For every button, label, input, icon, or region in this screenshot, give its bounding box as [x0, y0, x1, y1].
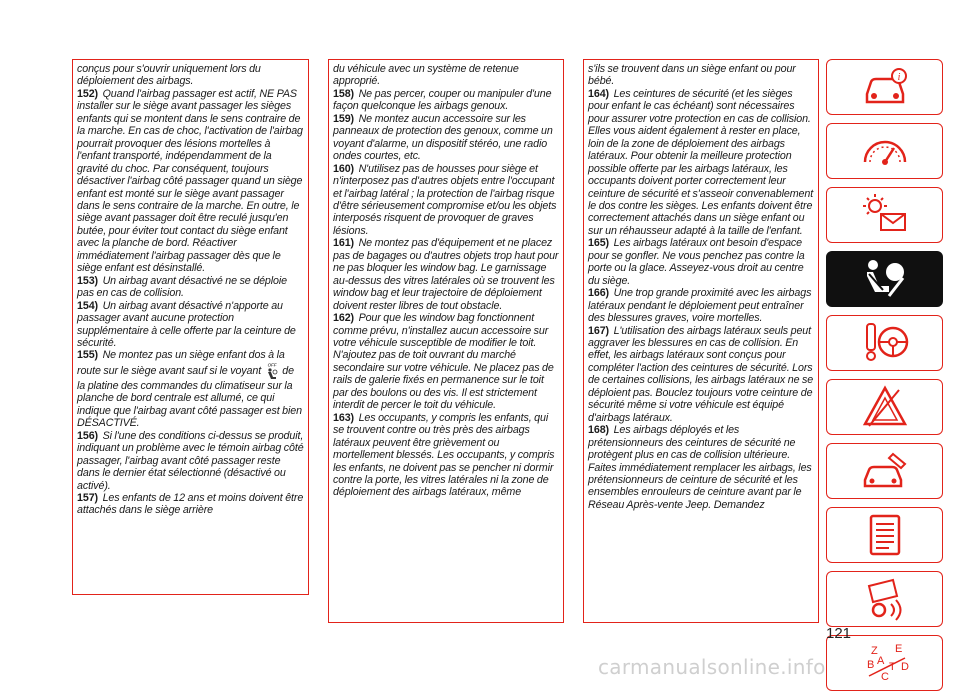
multimedia-icon	[859, 576, 911, 622]
paragraph-text: Ne montez pas un siège enfant dos à la route sur le siège avant sauf si le voyant	[77, 349, 285, 377]
tab-multimedia[interactable]	[826, 571, 943, 627]
warning-triangle-icon	[859, 384, 911, 430]
note-number: 154)	[77, 299, 101, 312]
paragraph	[333, 113, 559, 163]
note-number: 163)	[333, 411, 357, 424]
index-letter: D	[900, 661, 909, 673]
note-number: 156)	[77, 429, 101, 442]
paragraph-text: Un airbag avant désactivé n'apporte au passager avant aucune protection supplémentaire à celle offerte par la ceinture de sécurité.	[77, 299, 296, 349]
tab-emergency[interactable]	[826, 379, 943, 435]
note-number: 167)	[588, 324, 612, 337]
note-number: 166)	[588, 287, 612, 300]
note-number: 165)	[588, 237, 612, 250]
note-number: 152)	[77, 87, 101, 100]
note-number: 157)	[77, 491, 101, 504]
index-letter: A	[876, 655, 884, 667]
paragraph	[588, 287, 814, 324]
note-number: 160)	[333, 162, 357, 175]
watermark-text: carmanualsonline.info	[598, 655, 826, 679]
paragraph	[588, 325, 814, 425]
paragraph	[77, 430, 304, 492]
paragraph	[77, 63, 304, 88]
note-number: 164)	[588, 87, 612, 100]
steering-wheel-icon	[859, 320, 911, 366]
tab-car-info[interactable]	[826, 59, 943, 115]
paragraph	[588, 88, 814, 237]
paragraph-text: Une trop grande proximité avec les airbags latéraux pendant le déploiement peut entraîner des blessures graves, voire mortelles.	[588, 287, 812, 325]
note-number: 158)	[333, 87, 357, 100]
paragraph-text: Les airbags latéraux ont besoin d'espace pour se gonfler. Ne vous penchez pas contre la porte ou la glace. Asseyez-vous droit au centre du siège.	[588, 237, 805, 287]
text-column-2	[328, 59, 564, 623]
text-column-3	[583, 59, 819, 623]
paragraph	[77, 300, 304, 350]
paragraph	[333, 63, 559, 88]
paragraph-text: Un airbag avant désactivé ne se déploie pas en cas de collision.	[77, 274, 287, 300]
paragraph	[333, 163, 559, 238]
index-letter: C	[880, 671, 889, 683]
paragraph	[77, 88, 304, 275]
note-number: 162)	[333, 312, 357, 325]
paragraph	[77, 349, 304, 429]
paragraph-text: s'ils se trouvent dans un siège enfant ou pour bébé.	[588, 63, 796, 88]
tab-technical-data[interactable]	[826, 507, 943, 563]
technical-data-icon	[859, 512, 911, 558]
paragraph-text: Pour que les window bag fonctionnent comme prévu, n'installez aucun accessoire sur votre véhicule susceptible de modifier le toit. N'ajoutez pas de toit ouvrant du marché secondaire sur votre véhicule. Ne placez pas de rails de galerie fixés en permanence sur le toit par des boulons ou des vis. Il est strictement interdit de percer le toit du véhicule.	[333, 312, 554, 412]
note-number: 153)	[77, 274, 101, 287]
paragraph-text: du véhicule avec un système de retenue approprié.	[333, 63, 519, 88]
index-letter: Z	[870, 645, 878, 657]
paragraph	[588, 63, 814, 88]
note-number: 159)	[333, 112, 357, 125]
tab-starting-driving[interactable]	[826, 315, 943, 371]
paragraph-text: Les ceintures de sécurité (et les sièges pour enfant le cas échéant) sont nécessaires pour assurer votre protection en cas de collision. Elles vous aident également à rester en place, loin de la zone de déploiement des airbags latéraux. Pour obtenir la meilleure protection possible offerte par les airbags latéraux, les occupants doivent porter correctement leur ceinture de sécurité et s'asseoir convenablement le dos contre les sièges. Les enfants doivent être correctement attachés dans un siège enfant ou sur un réhausseur adapté à la taille de l'enfant.	[588, 87, 814, 237]
paragraph-text: Les enfants de 12 ans et moins doivent être attachés dans le siège arrière	[77, 491, 304, 517]
airbag-off-indicator-icon	[266, 362, 278, 380]
index-letter: T	[888, 661, 896, 673]
paragraph-text: L'utilisation des airbags latéraux seuls peut aggraver les blessures en cas de collision. En effet, les airbags latéraux sont conçus pour compléter l'action des ceintures de sécurité. Lors de certaines collisions, les airbags latéraux ne se déploient pas. Bouclez toujours votre ceinture de sécurité même si votre véhicule est équipé d'airbags latéraux.	[588, 324, 814, 424]
paragraph-text: Quand l'airbag passager est actif, NE PAS installer sur le siège avant passager les sièges enfants qui se montent dans le sens contraire de la marche. En cas de choc, l'activation de l'airbag pourrait provoquer des lésions mortelles à l'enfant transporté, indépendamment de la gravité du choc. Par conséquent, toujours désactiver l'airbag côté passager quand un siège enfant est monté sur le siège avant passager dans le sens contraire de la marche. En outre, le siège avant passager doit être reculé jusqu'en butée, pour éviter tout contact du siège enfant avec la planche de bord. Réactiver immédiatement l'airbag passager dès que le siège enfant est désinstallé.	[77, 87, 303, 275]
paragraph	[77, 275, 304, 300]
page-number: 121	[826, 625, 852, 642]
note-number: 161)	[333, 237, 357, 250]
light-and-message-icon	[859, 192, 911, 238]
indicator-label: OFF	[267, 362, 277, 368]
paragraph	[588, 237, 814, 287]
tab-safety-active[interactable]	[826, 251, 943, 307]
paragraph-text: Ne pas percer, couper ou manipuler d'une façon quelconque les airbags genoux.	[333, 87, 552, 113]
note-number: 168)	[588, 424, 612, 437]
svg-text:i: i	[897, 72, 900, 83]
index-letter: B	[866, 659, 874, 671]
seat-airbag-icon	[859, 256, 911, 302]
paragraph	[333, 412, 559, 499]
tab-dashboard[interactable]	[826, 123, 943, 179]
paragraph-text: N'utilisez pas de housses pour siège et n'interposez pas d'autres objets entre l'occupant et l'airbag latéral ; la protection de l'airbag risque d'être sérieusement compromise et/ou les objets interposés risquent de provoquer de graves lésions.	[333, 162, 557, 237]
text-column-1	[72, 59, 309, 595]
tab-maintenance[interactable]	[826, 443, 943, 499]
paragraph	[333, 312, 559, 412]
note-number: 155)	[77, 349, 101, 362]
paragraph-text: Ne montez aucun accessoire sur les panneaux de protection des genoux, comme un voyant d'alarme, un dispositif stéréo, une radio ondes courtes, etc.	[333, 112, 553, 163]
paragraph	[77, 492, 304, 517]
paragraph	[588, 424, 814, 511]
paragraph-text: de la platine des commandes du climatiseur sur la planche de bord centrale est allumé, ce qui indique que l'airbag avant côté passager est bien DÉSACTIVÉ.	[77, 364, 302, 430]
dashboard-gauge-icon	[859, 128, 911, 174]
paragraph	[333, 88, 559, 113]
index-letter: E	[894, 643, 902, 655]
car-info-icon	[859, 64, 911, 110]
paragraph-text: Les airbags déployés et les prétensionneurs des ceintures de sécurité ne protègent plus en cas de collision ultérieure. Faites immédiatement remplacer les airbags, les prétensionneurs de ceinture de sécurité et les ensembles enrouleurs de ceinture avant par le Réseau Après-vente Jeep. Demandez	[588, 424, 812, 511]
tab-lights[interactable]	[826, 187, 943, 243]
paragraph-text: Ne montez pas d'équipement et ne placez pas de bagages ou d'autres objets trop haut pour ne pas bloquer les window bag. Le garnissage au-dessus des vitres latérales où se trouvent les window bag et leur trajectoire de déploiement doivent rester libres de tout obstacle.	[333, 237, 559, 312]
paragraph-text: Les occupants, y compris les enfants, qui se trouvent contre ou très près des airbags latéraux peuvent être grièvement ou mortellement blessés. Les occupants, y compris les enfants, ne doivent pas se pencher ni dormir contre la porte, les vitres latérales ni la zone de déploiement des airbags latéraux, même	[333, 411, 555, 499]
car-service-icon	[859, 448, 911, 494]
paragraph-text: Si l'une des conditions ci-dessus se produit, indiquant un problème avec le témoin airbag côté passager, l'airbag avant côté passager reste dans le dernier état sélectionné (désactivé ou activé).	[77, 429, 304, 492]
paragraph-text: conçus pour s'ouvrir uniquement lors du déploiement des airbags.	[77, 63, 261, 88]
paragraph	[333, 237, 559, 312]
